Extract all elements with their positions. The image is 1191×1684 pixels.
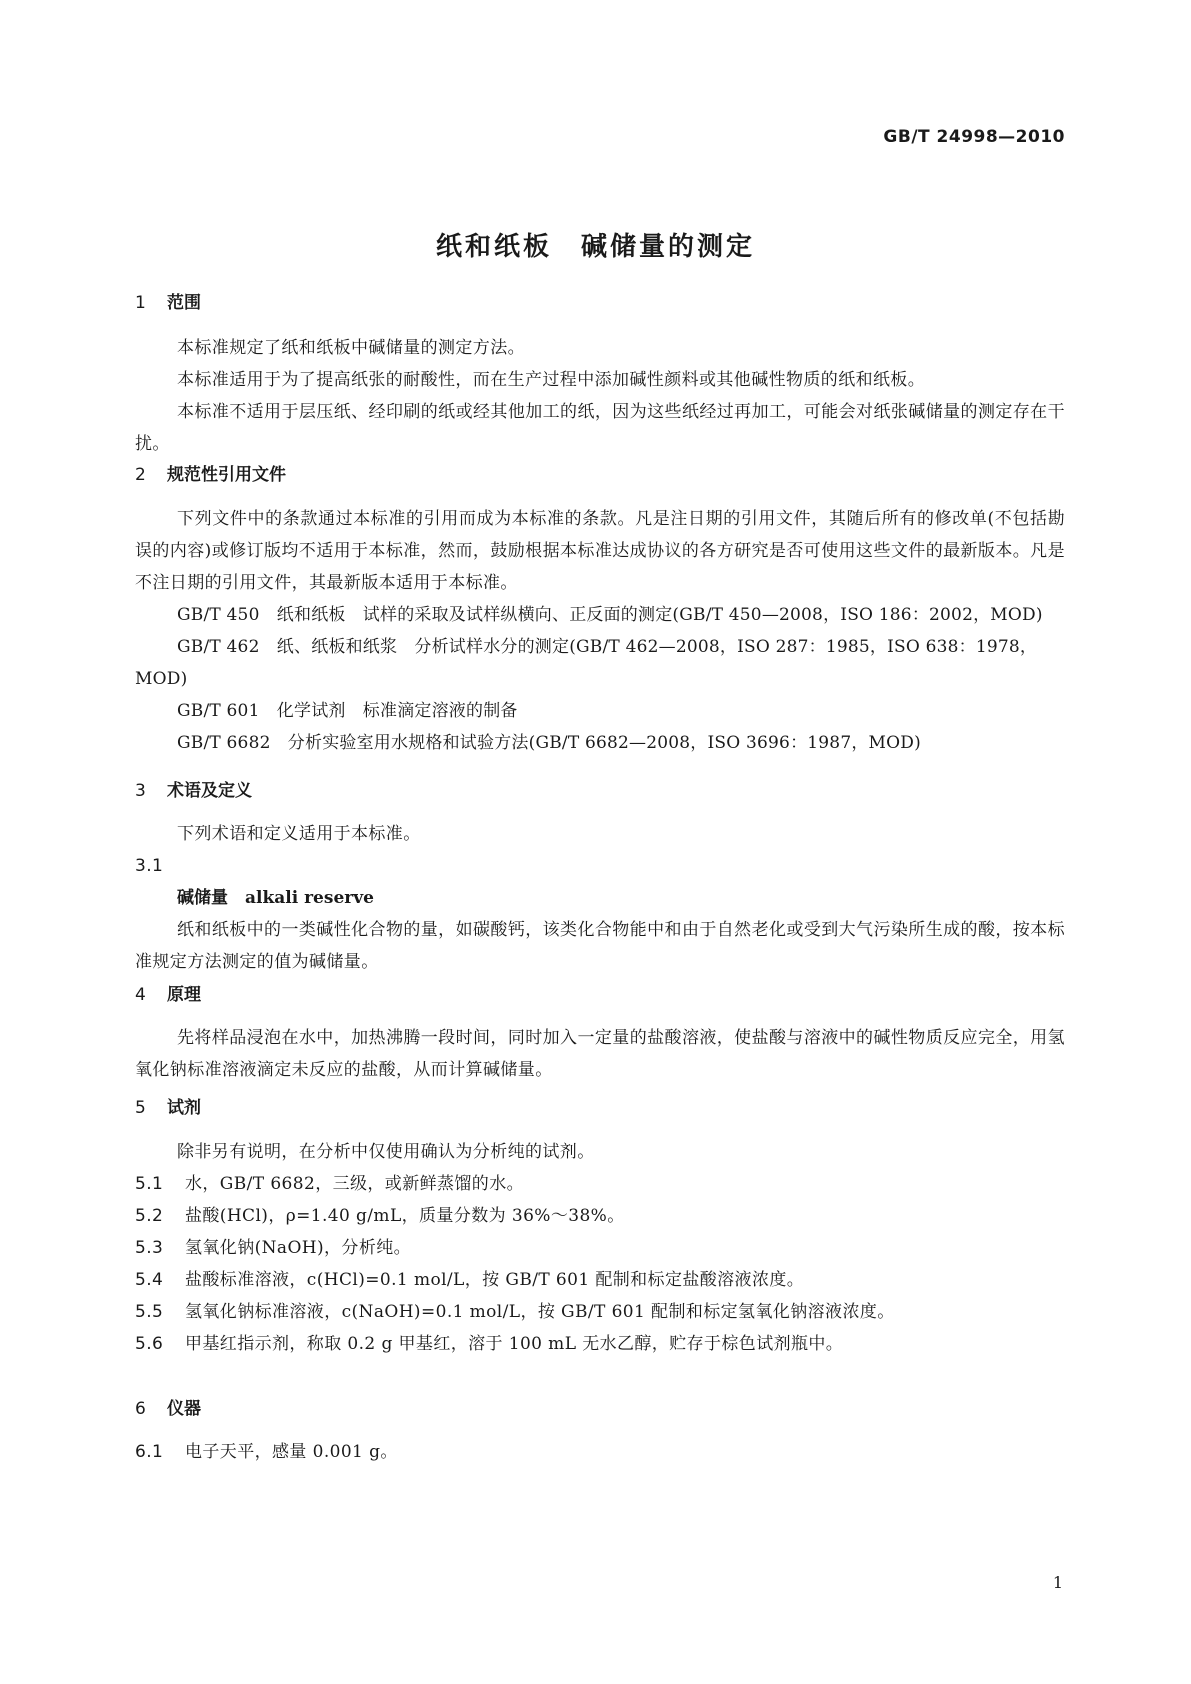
reagent-item xyxy=(135,1264,1065,1296)
item-number: 5.6 xyxy=(135,1334,164,1354)
section-4-heading xyxy=(135,982,1065,1008)
reference-item: GB/T 450 纸和纸板 试样的采取及试样纵横向、正反面的测定(GB/T 450—2008，ISO 186：2002，MOD) xyxy=(177,605,1043,625)
section-number: 1 xyxy=(135,293,146,313)
subsection-number: 3.1 xyxy=(135,856,164,876)
section-title: 原理 xyxy=(167,985,201,1005)
reagent-item xyxy=(135,1200,1065,1232)
paragraph: 本标准不适用于层压纸、经印刷的纸或经其他加工的纸，因为这些纸经过再加工，可能会对纸张碱储量的测定存在干扰。 xyxy=(135,402,1065,454)
section-3-body xyxy=(135,818,1065,978)
section-4-body xyxy=(135,1022,1065,1086)
section-number: 3 xyxy=(135,781,146,801)
reagent-item xyxy=(135,1296,1065,1328)
paragraph: 下列术语和定义适用于本标准。 xyxy=(177,824,421,844)
standard-code: GB/T 24998—2010 xyxy=(883,127,1065,147)
section-number: 4 xyxy=(135,985,146,1005)
term-definition: 纸和纸板中的一类碱性化合物的量，如碳酸钙，该类化合物能中和由于自然老化或受到大气污染所生成的酸，按本标准规定方法测定的值为碱储量。 xyxy=(135,920,1065,972)
paragraph: 先将样品浸泡在水中，加热沸腾一段时间，同时加入一定量的盐酸溶液，使盐酸与溶液中的碱性物质反应完全，用氢氧化钠标准溶液滴定未反应的盐酸，从而计算碱储量。 xyxy=(135,1028,1065,1080)
item-number: 6.1 xyxy=(135,1442,164,1462)
paragraph: 除非另有说明，在分析中仅使用确认为分析纯的试剂。 xyxy=(177,1142,595,1162)
section-title: 仪器 xyxy=(167,1399,201,1419)
section-6-heading xyxy=(135,1396,1065,1422)
section-1-heading xyxy=(135,290,1065,316)
item-text: 甲基红指示剂，称取 0.2 g 甲基红，溶于 100 mL 无水乙醇，贮存于棕色试剂瓶中。 xyxy=(185,1334,844,1354)
page-number: 1 xyxy=(1052,1573,1063,1592)
document-title: 纸和纸板 碱储量的测定 xyxy=(435,232,755,262)
section-title: 规范性引用文件 xyxy=(167,465,286,485)
section-1-body xyxy=(135,332,1065,460)
paragraph: 下列文件中的条款通过本标准的引用而成为本标准的条款。凡是注日期的引用文件，其随后所有的修改单(不包括勘误的内容)或修订版均不适用于本标准，然而，鼓励根据本标准达成协议的各方研究是否可使用这些文件的最新版本。凡是不注日期的引用文件，其最新版本适用于本标准。 xyxy=(135,509,1065,593)
section-2-body xyxy=(135,503,1065,759)
section-3-heading xyxy=(135,778,1065,804)
section-2-heading xyxy=(135,462,1065,488)
item-text: 电子天平，感量 0.001 g。 xyxy=(185,1442,398,1462)
item-text: 盐酸标准溶液，c(HCl)=0.1 mol/L，按 GB/T 601 配制和标定盐酸溶液浓度。 xyxy=(185,1270,805,1290)
paragraph: 本标准适用于为了提高纸张的耐酸性，而在生产过程中添加碱性颜料或其他碱性物质的纸和纸板。 xyxy=(177,370,926,390)
term-entry xyxy=(135,882,1065,914)
item-text: 氢氧化钠(NaOH)，分析纯。 xyxy=(185,1238,412,1258)
section-number: 6 xyxy=(135,1399,146,1419)
item-number: 5.4 xyxy=(135,1270,164,1290)
section-5-body xyxy=(135,1136,1065,1360)
section-number: 2 xyxy=(135,465,146,485)
item-text: 水，GB/T 6682，三级，或新鲜蒸馏的水。 xyxy=(185,1174,525,1194)
reagent-item xyxy=(135,1328,1065,1360)
reference-item: GB/T 601 化学试剂 标准滴定溶液的制备 xyxy=(177,701,518,721)
item-number: 5.1 xyxy=(135,1174,164,1194)
section-number: 5 xyxy=(135,1098,146,1118)
item-number: 5.5 xyxy=(135,1302,164,1322)
paragraph: 本标准规定了纸和纸板中碱储量的测定方法。 xyxy=(177,338,525,358)
section-title: 术语及定义 xyxy=(167,781,252,801)
reagent-item xyxy=(135,1168,1065,1200)
item-number: 5.3 xyxy=(135,1238,164,1258)
reference-item: GB/T 462 纸、纸板和纸浆 分析试样水分的测定(GB/T 462—2008，ISO 287：1985，ISO 638：1978，MOD) xyxy=(135,637,1038,689)
apparatus-item xyxy=(135,1436,1065,1468)
reference-item: GB/T 6682 分析实验室用水规格和试验方法(GB/T 6682—2008，ISO 3696：1987，MOD) xyxy=(177,733,921,753)
section-title: 试剂 xyxy=(167,1098,201,1118)
reagent-item xyxy=(135,1232,1065,1264)
term-chinese: 碱储量 xyxy=(177,888,228,908)
section-6-body xyxy=(135,1436,1065,1468)
item-text: 盐酸(HCl)，ρ=1.40 g/mL，质量分数为 36%～38%。 xyxy=(185,1206,625,1226)
term-english: alkali reserve xyxy=(245,888,374,908)
item-number: 5.2 xyxy=(135,1206,164,1226)
section-title: 范围 xyxy=(167,293,201,313)
item-text: 氢氧化钠标准溶液，c(NaOH)=0.1 mol/L，按 GB/T 601 配制和标定氢氧化钠溶液浓度。 xyxy=(185,1302,895,1322)
section-5-heading xyxy=(135,1095,1065,1121)
